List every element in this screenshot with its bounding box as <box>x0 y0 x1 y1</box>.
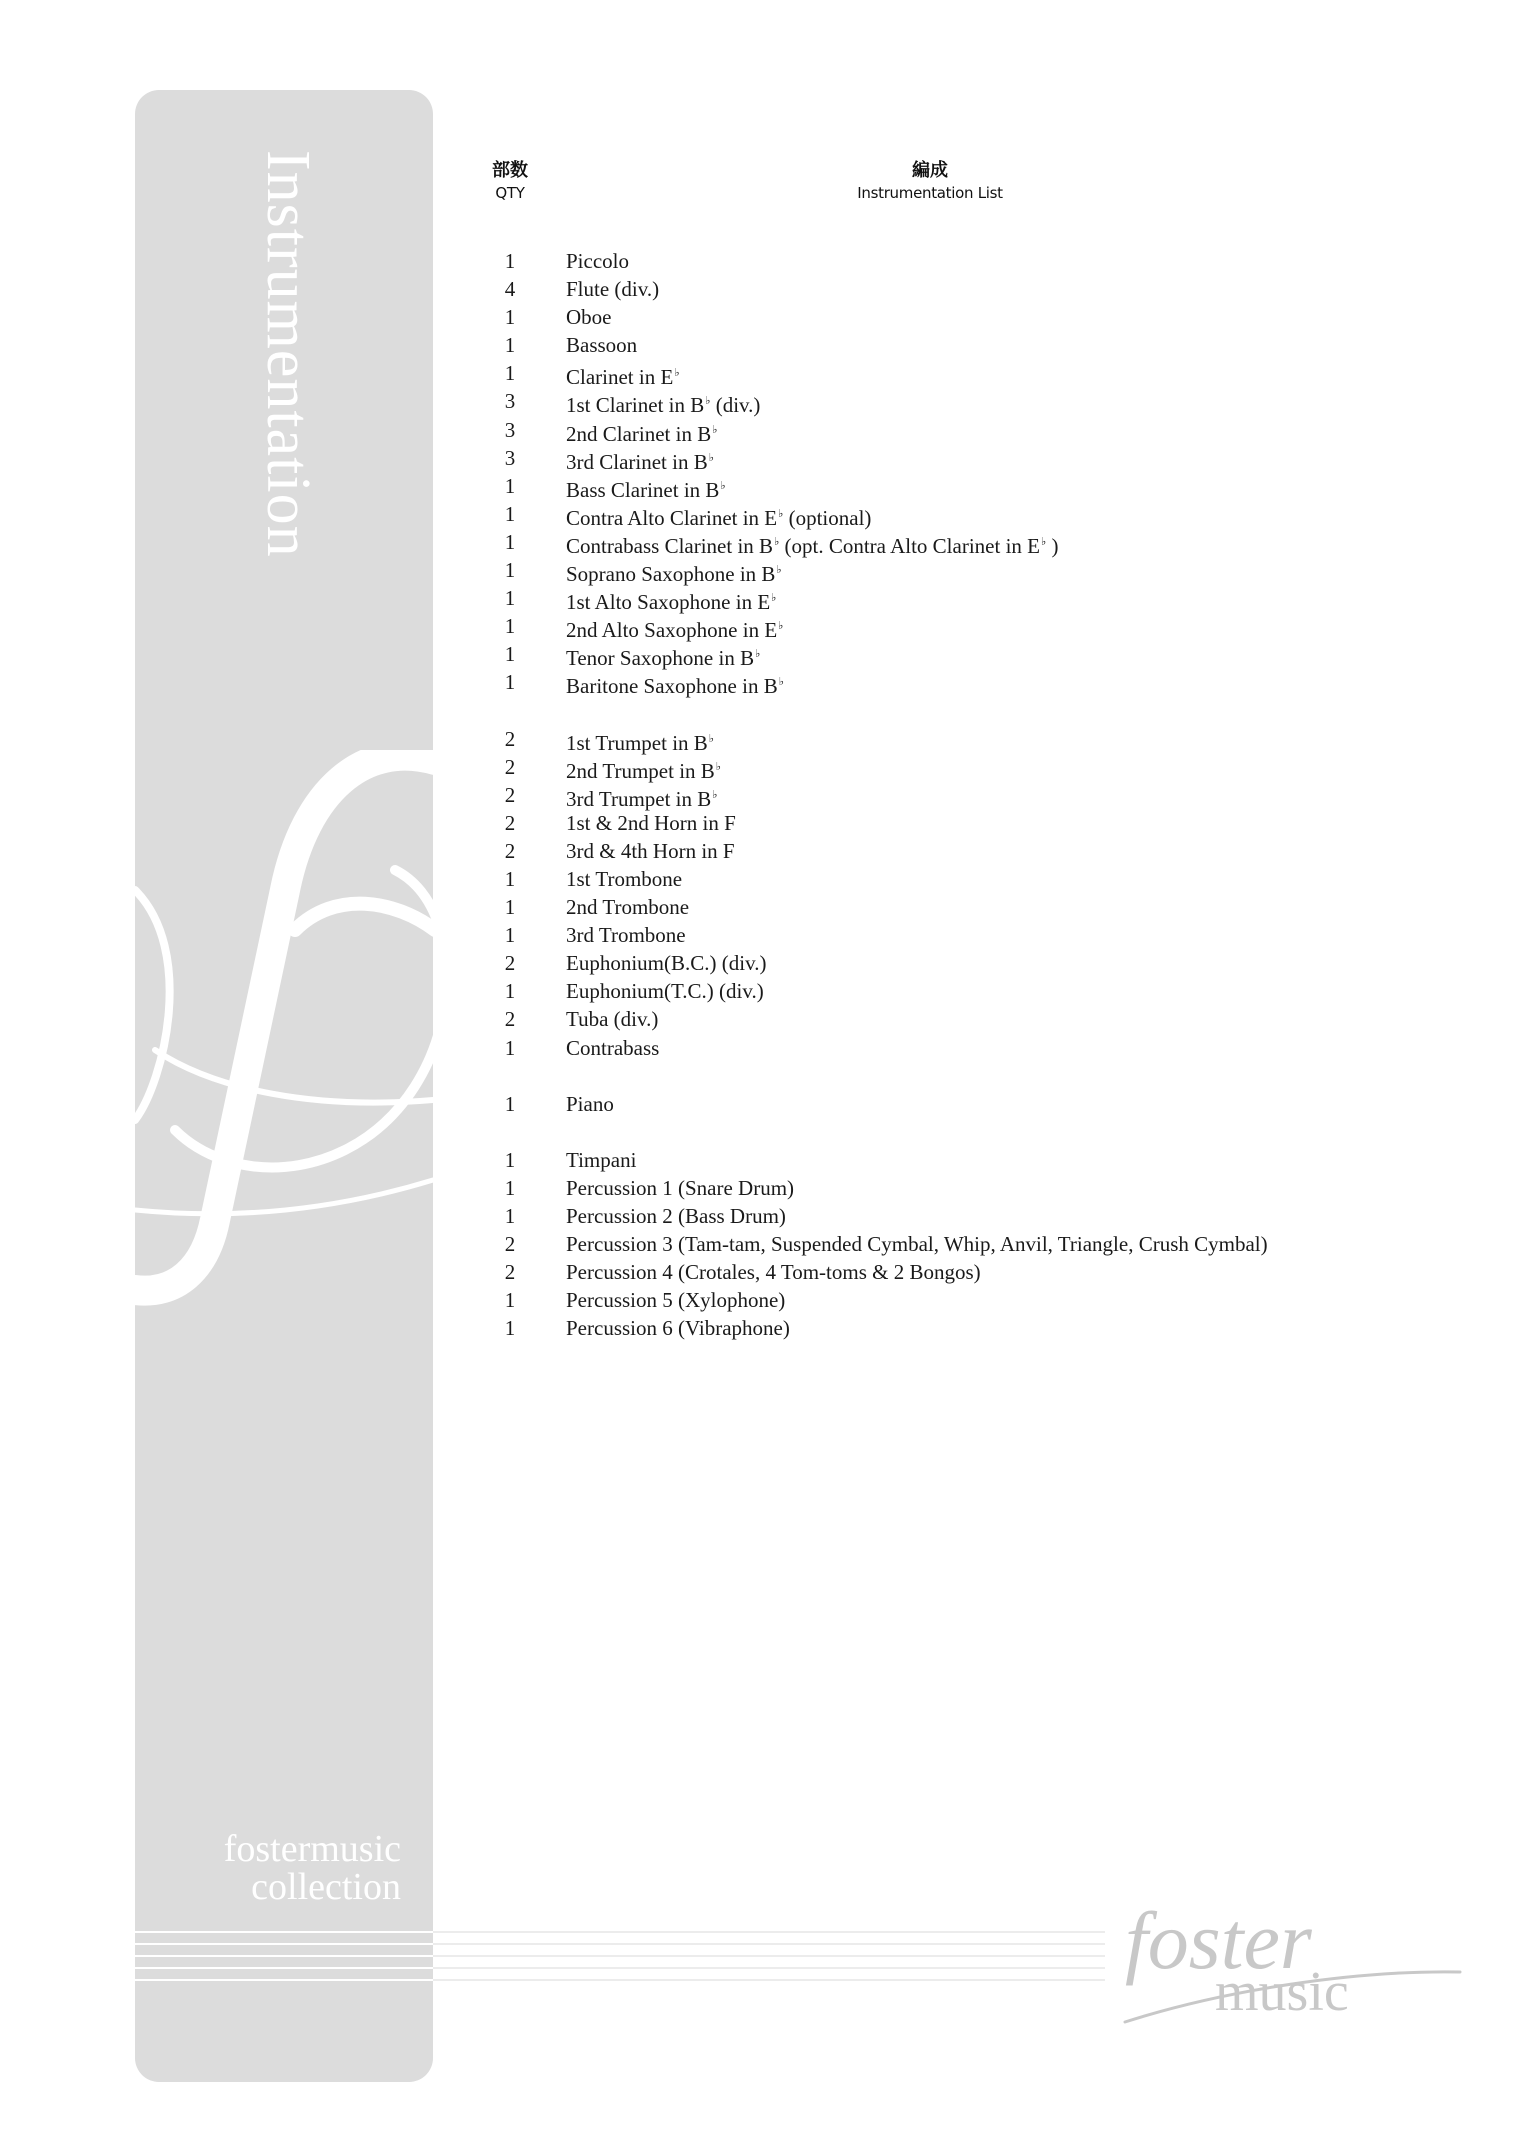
staff-lines-decoration <box>135 1928 1105 1984</box>
instrument-group <box>470 247 1470 697</box>
instrument-qty: 1 <box>504 333 516 358</box>
instrument-qty: 2 <box>504 726 516 751</box>
instrument-name <box>550 809 736 837</box>
instrument-qty: 3 <box>504 445 516 470</box>
instrument-name-text: (optional) <box>783 505 872 530</box>
instrument-row <box>470 725 1470 753</box>
instrument-name <box>550 1034 659 1062</box>
instrument-name <box>550 1202 786 1230</box>
instrument-name-text: Contrabass <box>566 1035 660 1060</box>
instrument-row <box>470 1258 1470 1286</box>
instrument-qty: 1 <box>504 473 516 498</box>
instrument-row <box>470 416 1470 444</box>
instrument-name-text: 3rd Trombone <box>566 923 686 948</box>
instrument-name <box>550 668 784 699</box>
instrument-name <box>550 640 761 671</box>
instrument-qty: 3 <box>504 389 516 414</box>
instrument-qty: 2 <box>504 754 516 779</box>
logo-line-1: foster <box>1125 1895 1312 1986</box>
instrument-name-text: Oboe <box>566 305 612 330</box>
instrument-name <box>550 865 682 893</box>
instrument-name-text: Percussion 2 (Bass Drum) <box>566 1203 786 1228</box>
instrument-qty: 1 <box>504 979 516 1004</box>
instrument-name <box>550 1174 794 1202</box>
instrument-row <box>470 977 1470 1005</box>
instrument-name <box>550 303 612 331</box>
instrument-name-text: Percussion 1 (Snare Drum) <box>566 1175 795 1200</box>
instrument-row <box>470 247 1470 275</box>
instrument-qty: 1 <box>504 1316 516 1341</box>
instrument-name-text: 3rd Clarinet in B <box>566 449 708 474</box>
instrument-name-text: 2nd Trumpet in B <box>566 758 715 783</box>
instrument-qty: 1 <box>504 1035 516 1060</box>
forte-f-icon <box>135 750 433 1310</box>
instrument-qty: 4 <box>504 277 516 302</box>
instrument-qty: 2 <box>504 1232 516 1256</box>
qty-header-jp: 部数 <box>492 160 528 181</box>
instrument-qty: 1 <box>504 670 516 695</box>
instrument-name <box>550 1090 614 1118</box>
flat-sign: ♭ <box>774 535 780 548</box>
instrument-row <box>470 865 1470 893</box>
instrument-qty: 2 <box>504 838 516 863</box>
instrument-name <box>550 275 659 303</box>
collection-line-1: fostermusic <box>223 1828 401 1870</box>
instrument-row <box>470 1146 1470 1174</box>
instrument-qty: 1 <box>504 895 516 920</box>
instrument-qty: 2 <box>504 1007 516 1032</box>
flat-sign: ♭ <box>708 732 714 745</box>
instrument-name-text: 3rd Trumpet in B <box>566 786 712 811</box>
instrument-name-text: 2nd Alto Saxophone in E <box>566 618 778 643</box>
instrument-name-text: ) <box>1046 533 1059 558</box>
instrument-qty: 1 <box>504 1091 516 1116</box>
instrument-name <box>550 753 721 781</box>
instrument-name <box>550 359 680 390</box>
flat-sign: ♭ <box>712 423 718 436</box>
instrument-row <box>470 359 1470 390</box>
instrument-row <box>470 528 1470 556</box>
instrument-qty: 3 <box>504 417 516 442</box>
instrument-row <box>470 331 1470 359</box>
instrument-group <box>470 725 1470 1062</box>
instrument-name-text: Percussion 5 (Xylophone) <box>566 1288 786 1313</box>
instrument-name-text: Percussion 6 (Vibraphone) <box>566 1316 790 1341</box>
instrument-qty: 1 <box>504 923 516 948</box>
instrument-name <box>550 1005 658 1033</box>
instrument-name <box>550 584 777 615</box>
list-column-header <box>830 160 1030 204</box>
instrument-name-text: Piano <box>566 1091 614 1116</box>
instrument-qty: 1 <box>504 1175 516 1200</box>
instrument-name-text: Baritone Saxophone in B <box>566 674 778 699</box>
instrument-name <box>550 444 714 472</box>
instrument-name-text: Clarinet in E <box>566 365 674 390</box>
instrument-name-text: 1st Clarinet in B <box>566 393 705 418</box>
instrument-name <box>550 725 714 753</box>
instrument-name-text: Euphonium(B.C.) (div.) <box>566 951 767 976</box>
instrument-qty: 2 <box>504 782 516 807</box>
instrument-row <box>470 809 1470 837</box>
instrument-qty: 1 <box>504 361 516 386</box>
instrument-name <box>550 921 686 949</box>
instrument-name-text: Contra Alto Clarinet in E <box>566 505 778 530</box>
flat-sign: ♭ <box>778 676 784 689</box>
instrument-row <box>470 472 1470 500</box>
instrument-qty: 1 <box>504 501 516 526</box>
instrument-row <box>470 584 1470 615</box>
instrument-name <box>550 387 761 418</box>
instrument-name-text: Flute (div.) <box>566 277 660 302</box>
instrument-name-text: Tuba (div.) <box>566 1007 659 1032</box>
instrument-row <box>470 500 1470 528</box>
instrument-name-text: 1st Alto Saxophone in E <box>566 590 771 615</box>
instrument-name-text: 1st Trombone <box>566 866 683 891</box>
instrument-row <box>470 668 1470 699</box>
instrument-name <box>550 331 637 359</box>
instrument-name-text: (opt. Contra Alto Clarinet in E <box>779 533 1040 558</box>
instrument-name-text: Euphonium(T.C.) (div.) <box>566 979 764 1004</box>
list-header-jp: 編成 <box>912 160 948 181</box>
instrument-qty: 1 <box>504 558 516 583</box>
instrument-qty: 1 <box>504 249 516 273</box>
instrument-name <box>550 416 717 444</box>
instrument-name <box>550 528 1058 556</box>
instrument-qty: 2 <box>504 810 516 835</box>
instrument-row <box>470 1202 1470 1230</box>
instrument-qty: 1 <box>504 586 516 611</box>
collection-line-2: collection <box>251 1866 401 1908</box>
instrument-name <box>550 893 689 921</box>
instrumentation-list <box>470 247 1470 1370</box>
instrument-name <box>550 500 871 528</box>
instrument-qty: 1 <box>504 1147 516 1172</box>
flat-sign: ♭ <box>771 592 777 605</box>
instrument-row <box>470 387 1470 418</box>
instrument-name <box>550 1258 981 1286</box>
instrument-row <box>470 640 1470 671</box>
instrument-row <box>470 781 1470 809</box>
sidebar-panel <box>135 90 433 2082</box>
instrument-name <box>550 247 629 275</box>
instrument-row <box>470 556 1470 587</box>
instrument-row <box>470 893 1470 921</box>
instrument-qty: 1 <box>504 642 516 667</box>
instrument-row <box>470 753 1470 781</box>
instrument-name-text: Soprano Saxophone in B <box>566 562 776 587</box>
instrument-qty: 1 <box>504 614 516 639</box>
instrument-name <box>550 1314 790 1342</box>
flat-sign: ♭ <box>778 620 784 633</box>
instrument-name <box>550 1230 1268 1258</box>
qty-column-header <box>470 160 550 204</box>
instrument-qty: 1 <box>504 305 516 330</box>
instrument-name <box>550 977 764 1005</box>
instrument-name <box>550 1146 636 1174</box>
instrument-qty: 2 <box>504 1260 516 1285</box>
instrument-row <box>470 837 1470 865</box>
instrument-row <box>470 1174 1470 1202</box>
instrument-name <box>550 781 717 809</box>
foster-music-logo <box>1105 1890 1465 2030</box>
list-header-en: Instrumentation List <box>857 184 1003 202</box>
instrument-qty: 1 <box>504 529 516 554</box>
flat-sign: ♭ <box>705 395 711 408</box>
instrument-row <box>470 612 1470 643</box>
instrument-name <box>550 837 735 865</box>
instrument-name <box>550 556 782 587</box>
instrument-name-text: Contrabass Clarinet in B <box>566 533 774 558</box>
flat-sign: ♭ <box>1040 535 1047 548</box>
flat-sign: ♭ <box>674 367 680 380</box>
instrument-qty: 1 <box>504 1288 516 1313</box>
instrument-name-text: 2nd Clarinet in B <box>566 421 712 446</box>
instrument-name-text: Bassoon <box>566 333 638 358</box>
flat-sign: ♭ <box>755 648 761 661</box>
flat-sign: ♭ <box>720 479 726 492</box>
instrument-name-text: 2nd Trombone <box>566 895 690 920</box>
instrument-group <box>470 1146 1470 1343</box>
instrument-row <box>470 275 1470 303</box>
flat-sign: ♭ <box>708 451 714 464</box>
instrument-name-text: Percussion 3 (Tam-tam, Suspended Cymbal, Whip, Anvil, Triangle, Crush Cymbal) <box>566 1232 1268 1256</box>
sidebar-title: Instrumentation <box>254 150 322 558</box>
instrument-row <box>470 1034 1470 1062</box>
instrument-name-text: Timpani <box>566 1147 637 1172</box>
instrument-name-text: (div.) <box>710 393 761 418</box>
instrument-name <box>550 1286 785 1314</box>
qty-header-en: QTY <box>495 184 525 202</box>
instrument-row <box>470 921 1470 949</box>
logo-line-2: music <box>1215 1961 1349 2023</box>
instrument-group <box>470 1090 1470 1118</box>
instrument-name-text: Bass Clarinet in B <box>566 477 720 502</box>
instrument-row <box>470 1005 1470 1033</box>
instrument-row <box>470 303 1470 331</box>
instrument-name-text: Percussion 4 (Crotales, 4 Tom-toms & 2 Bongos) <box>566 1260 981 1285</box>
instrument-row <box>470 1286 1470 1314</box>
instrument-qty: 2 <box>504 951 516 976</box>
instrument-row <box>470 1314 1470 1342</box>
instrument-name-text: Piccolo <box>566 249 629 273</box>
instrument-row <box>470 444 1470 472</box>
instrument-name <box>550 472 726 500</box>
instrument-qty: 1 <box>504 1203 516 1228</box>
flat-sign: ♭ <box>715 760 721 773</box>
flat-sign: ♭ <box>778 507 784 520</box>
instrument-name-text: Tenor Saxophone in B <box>566 646 755 671</box>
instrument-name <box>550 612 784 643</box>
instrument-name-text: 1st & 2nd Horn in F <box>566 810 736 835</box>
flat-sign: ♭ <box>712 788 718 801</box>
instrument-name-text: 1st Trumpet in B <box>566 730 708 755</box>
instrument-row <box>470 1230 1470 1258</box>
flat-sign: ♭ <box>776 564 782 577</box>
instrument-row <box>470 1090 1470 1118</box>
collection-label <box>141 1830 401 1906</box>
instrument-row <box>470 949 1470 977</box>
instrument-name <box>550 949 766 977</box>
instrument-qty: 1 <box>504 866 516 891</box>
instrument-name-text: 3rd & 4th Horn in F <box>566 838 735 863</box>
